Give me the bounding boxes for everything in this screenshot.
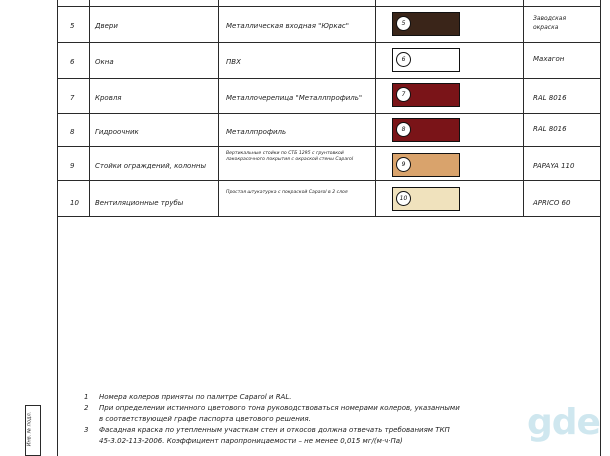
col-divider-2 (218, 0, 219, 216)
notes-list (84, 392, 504, 447)
row-color-code: RAL 8016 (533, 94, 567, 102)
col-divider-4 (523, 0, 524, 216)
note-number: 3 (84, 426, 89, 434)
swatch-number-badge: 6 (396, 52, 411, 67)
row-separator (57, 113, 600, 114)
row-number: 5 (70, 22, 75, 30)
swatch-number-badge: 7 (396, 87, 411, 102)
row-number: 9 (70, 162, 75, 170)
table-bottom-line (57, 216, 600, 217)
row-separator (57, 146, 600, 147)
col-divider-1 (89, 0, 90, 216)
row-element: Окна (95, 58, 114, 66)
row-material: Простая штукатурка с покраской Caparol в 2 слоя (226, 190, 348, 195)
note-item (84, 436, 504, 447)
note-item (84, 414, 504, 425)
row-color-code: Махагон (533, 55, 565, 63)
frame-left-line (57, 0, 58, 456)
swatch-number-badge: 9 (396, 157, 411, 172)
note-number: 1 (84, 393, 89, 401)
color-swatch (392, 12, 460, 36)
row-color-code: RAL 8016 (533, 125, 567, 133)
row-element: Вентиляционные трубы (95, 199, 184, 207)
note-text: Номера колеров приняты по палитре Caparol и RAL. (99, 393, 292, 401)
row-material: Металлпрофиль (226, 128, 287, 136)
row-element: Двери (95, 22, 118, 30)
row-element: Кровля (95, 94, 122, 102)
swatch-number-badge: 8 (396, 122, 411, 137)
row-material: Металлочерепица "Металлпрофиль" (226, 94, 363, 102)
title-block-stamp (25, 405, 41, 456)
row-separator (57, 180, 600, 181)
color-swatch (392, 153, 460, 177)
frame-right-line (600, 0, 601, 456)
note-item (84, 392, 504, 403)
color-swatch (392, 83, 460, 107)
row-number: 7 (70, 94, 75, 102)
row-color-code: Заводская окраска (533, 15, 567, 31)
row-separator (57, 6, 600, 7)
row-element: Гидроочник (95, 128, 139, 136)
color-swatch (392, 187, 460, 211)
watermark-logo: gde (527, 402, 600, 443)
row-separator (57, 78, 600, 79)
color-swatch (392, 118, 460, 142)
row-color-code: APRICO 60 (533, 199, 571, 207)
swatch-number-badge: 10 (396, 191, 411, 206)
stamp-label: Инв. № подл. (26, 411, 33, 447)
col-divider-3 (375, 0, 376, 216)
row-number: 6 (70, 58, 75, 66)
note-number: 2 (84, 404, 89, 412)
row-number: 10 (70, 199, 79, 207)
note-item (84, 403, 504, 414)
note-text: в соответствующей графе паспорта цветового решения. (99, 415, 311, 423)
row-material: Вертикальные стойки по СТБ 1295 с грунтовкой лакокрасочного покрытия с окраской стены Caparol (226, 151, 354, 162)
row-element: Стойки ограждений, колонны (95, 162, 207, 170)
row-color-code: PAPAYA 110 (533, 162, 575, 170)
note-item (84, 425, 504, 436)
note-text: 45-3.02-113-2006. Коэффициент паропроницаемости – не менее 0,015 мг/(м·ч·Па) (99, 437, 403, 445)
row-material: Металлическая входная "Юркас" (226, 22, 349, 30)
swatch-number-badge: 5 (396, 16, 411, 31)
row-material: ПВХ (226, 58, 241, 66)
row-number: 8 (70, 128, 75, 136)
note-text: Фасадная краска по утепленным участкам стен и откосов должна отвечать требованиям ТКП (99, 426, 450, 434)
row-separator (57, 42, 600, 43)
note-text: При определении истинного цветового тона руководствоваться номерами колеров, указанными (99, 404, 460, 412)
color-swatch (392, 48, 460, 72)
